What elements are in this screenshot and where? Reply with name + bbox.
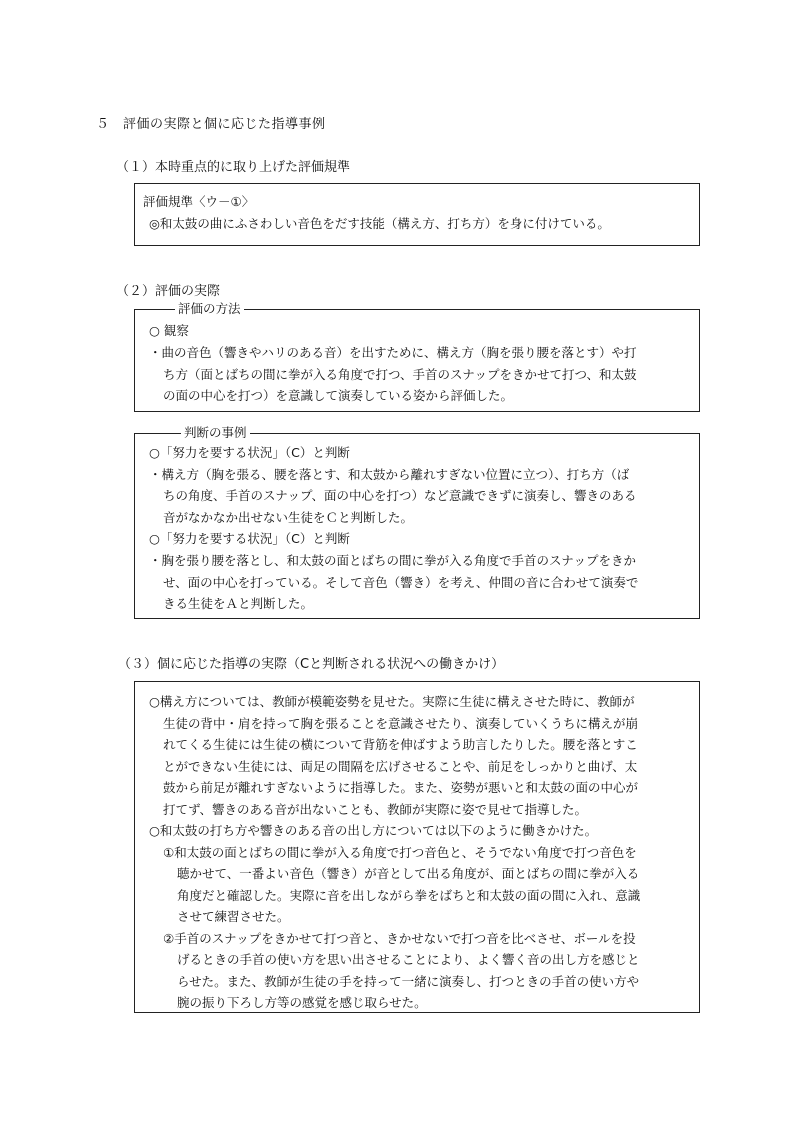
method-legend: 評価の方法 <box>175 301 244 317</box>
judgment-line: 音がなかなか出せない生徒をＣと判断した。 <box>163 510 414 525</box>
guidance-line: 鼓から前足が離れすぎないように指導した。また、姿勢が悪いと和太鼓の面の中心が <box>163 780 639 795</box>
judgment-line: ちの角度、手首のスナップ、面の中心を打つ）など意識できずに演奏し、響きのある <box>163 488 637 503</box>
part3-heading: （３）個に応じた指導の実際（Cと判断される状況への働きかけ） <box>118 657 505 672</box>
guidance-line: れてくる生徒には生徒の横について背筋を伸ばすよう助言したりした。腰を落とすこ <box>163 737 638 752</box>
part1-heading: （１）本時重点的に取り上げた評価規準 <box>116 160 351 175</box>
criteria-box <box>134 183 700 246</box>
guidance-line: させて練習させた。 <box>177 909 290 924</box>
guidance-line: ○和太鼓の打ち方や響きのある音の出し方については以下のように働きかけた。 <box>149 823 598 838</box>
guidance-line: 生徒の背中・肩を持って胸を張ることを意識させたり、演奏していくうちに構えが崩 <box>163 716 639 731</box>
guidance-line: げるときの手首の使い方を思い出させることにより、よく響く音の出し方を感じと <box>177 952 640 967</box>
judgment-line: ○「努力を要する状況」（C）と判断 <box>149 531 350 546</box>
guidance-line: 腕の振り下ろし方等の感覚を感じ取らせた。 <box>177 995 427 1010</box>
judgment-line: ○「努力を要する状況」（C）と判断 <box>149 445 350 460</box>
criteria-text: ◎和太鼓の曲にふさわしい音色をだす技能（構え方、打ち方）を身に付けている。 <box>149 216 610 231</box>
guidance-line: 角度だと確認した。実際に音を出しながら拳をばちと和太鼓の面の間に入れ、意識 <box>177 888 641 903</box>
judgment-legend: 判断の事例 <box>181 425 250 441</box>
guidance-line: 聴かせて、一番よい音色（響き）が音として出る角度が、面とばちの間に拳が入る <box>177 866 640 881</box>
judgment-line: せ、面の中心を打っている。そして音色（響き）を考え、仲間の音に合わせて演奏で <box>163 575 639 590</box>
method-line: ・曲の音色（響きやハリのある音）を出すために、構え方（胸を張り腰を落とす）や打 <box>149 345 637 360</box>
criteria-label: 評価規準〈ウ－①〉 <box>143 194 255 209</box>
guidance-line: ○構え方については、教師が模範姿勢を見せた。実際に生徒に構えさせた時に、教師が <box>149 694 635 709</box>
method-line: ○ 観察 <box>149 323 189 338</box>
guidance-line: ②手首のスナップをきかせて打つ音と、きかせないで打つ音を比べさせ、ボールを投 <box>163 931 636 946</box>
part2-heading: （２）評価の実際 <box>116 284 221 299</box>
guidance-box <box>134 681 700 1013</box>
judgment-line: ・構え方（胸を張る、腰を落とす、和太鼓から離れすぎない位置に立つ）、打ち方（ば <box>149 467 630 482</box>
judgment-line: きる生徒をＡと判断した。 <box>163 596 314 611</box>
method-line: ち方（面とばちの間に拳が入る角度で打つ、手首のスナップをきかせて打つ、和太鼓 <box>163 367 637 382</box>
section-title: ５ 評価の実際と個に応じた指導事例 <box>96 117 326 132</box>
judgment-box <box>134 425 700 619</box>
guidance-line: らせた。また、教師が生徒の手を持って一緒に演奏し、打つときの手首の使い方や <box>177 974 640 989</box>
guidance-line: 打てず、響きのある音が出ないことも、教師が実際に姿で見せて指導した。 <box>163 802 588 817</box>
guidance-line: ①和太鼓の面とばちの間に拳が入る角度で打つ音色と、そうでない角度で打つ音色を <box>163 845 637 860</box>
guidance-line: とができない生徒には、両足の間隔を広げさせることや、前足をしっかりと曲げ、太 <box>163 759 638 774</box>
method-line: の面の中心を打つ）を意識して演奏している姿から評価した。 <box>163 388 514 403</box>
method-box <box>134 301 700 412</box>
judgment-line: ・胸を張り腰を落とし、和太鼓の面とばちの間に拳が入る角度で手首のスナップをきか <box>149 553 637 568</box>
